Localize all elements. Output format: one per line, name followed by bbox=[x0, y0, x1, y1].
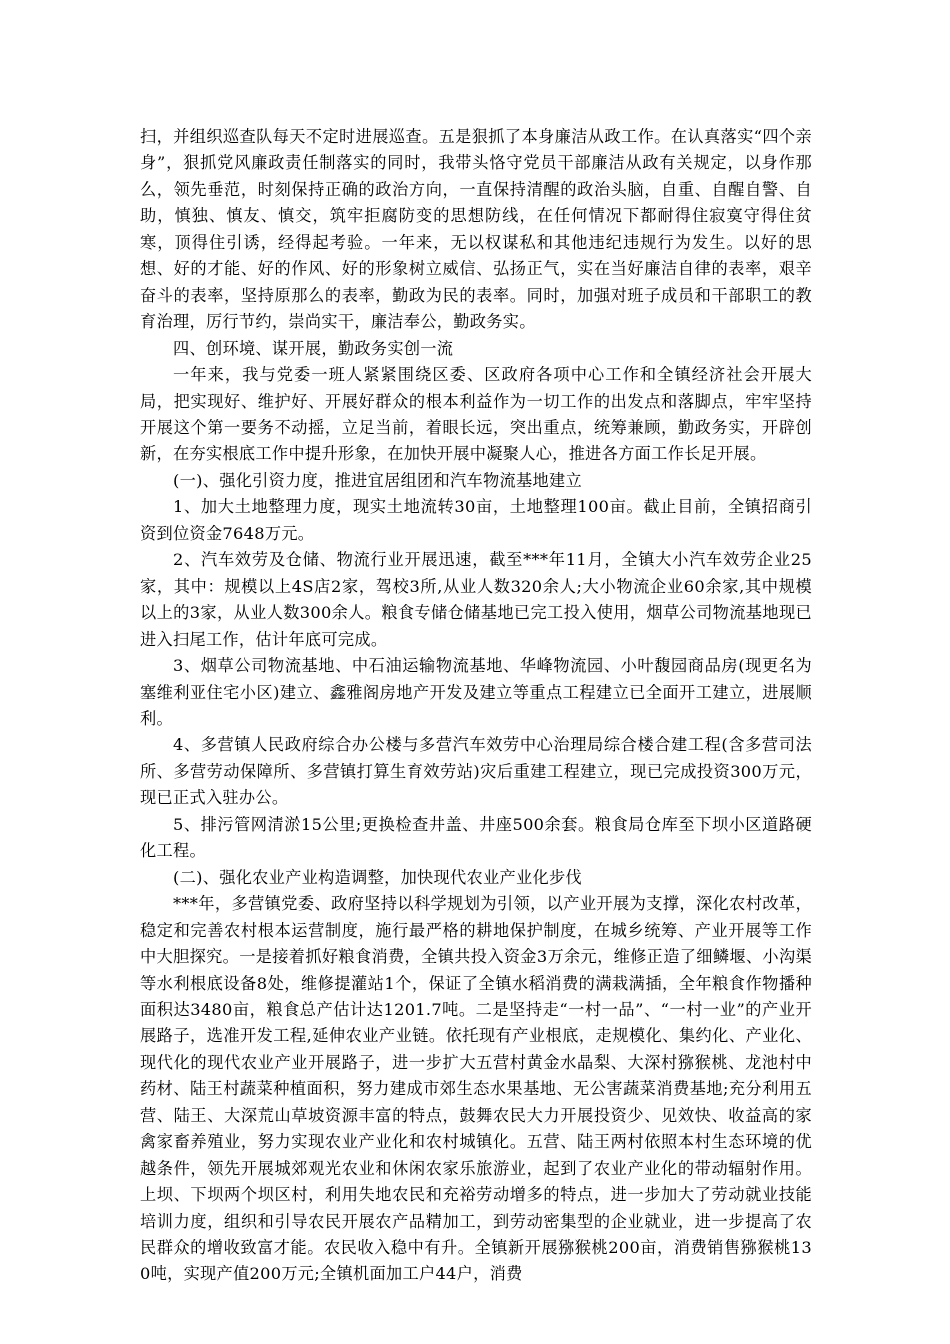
paragraph-anti-corruption: 扫，并组织巡查队每天不定时进展巡查。五是狠抓了本身廉洁从政工作。在认真落实“四个亲身”，狠抓党风廉政责任制落实的同时，我带头恪守党员干部廉洁从政有关规定，以身作那么，领先垂范，时刻保持正确的政治方向，一直保持清醒的政治头脑，自重、自醒自警、自助，慎独、慎友、慎交，筑牢拒腐防变的思想防线，在任何情况下都耐得住寂寞守得住贫寒，顶得住引诱，经得起考验。一年来，无以权谋私和其他违纪违规行为发生。以好的思想、好的才能、好的作风、好的形象树立威信、弘扬正气，实在当好廉洁自律的表率，艰辛奋斗的表率，坚持原那么的表率，勤政为民的表率。同时，加强对班子成员和干部职工的教育治理，厉行节约，崇尚实干，廉洁奉公，勤政务实。 bbox=[140, 127, 812, 332]
paragraph-agriculture: ***年，多营镇党委、政府坚持以科学规划为引领，以产业开展为支撑，深化农村改革，稳定和完善农村根本运营制度，施行最严格的耕地保护制度，在城乡统筹、产业开展等工作中大胆探究。一是接着抓好粮食消费，全镇共投入资金3万余元，维修正造了细鳞堰、小沟渠等水利根底设备8处，维修提灌站1个，保证了全镇水稻消费的满栽满插，全年粮食作物播种面积达3480亩，粮食总产估计达1201.7吨。二是坚持走“一村一品”、“一村一业”的产业开展路子，选准开发工程,延伸农业产业链。依托现有产业根底，走规模化、集约化、产业化、现代化的现代农业产业开展路子，进一步扩大五营村黄金水晶梨、大深村猕猴桃、龙池村中药材、陆王村蔬菜种植面积，努力建成市郊生态水果基地、无公害蔬菜消费基地;充分利用五营、陆王、大深荒山草坡资源丰富的特点，鼓舞农民大力开展投资少、见效快、收益高的家禽家畜养殖业，努力实现农业产业化和农村城镇化。五营、陆王两村依照本村生态环境的优越条件，领先开展城郊观光农业和休闲农家乐旅游业，起到了农业产业化的带动辐射作用。上坝、下坝两个坝区村，利用失地农民和充裕劳动增多的特点，进一步加大了劳动就业技能培训力度，组织和引导农民开展农产品精加工，到劳动密集型的企业就业，进一步提高了农民群众的增收致富才能。农民收入稳中有升。全镇新开展猕猴桃200亩，消费销售猕猴桃130吨，实现产值200万元;全镇机面加工户44户，消费 bbox=[140, 894, 812, 1284]
heading-section-four: 四、创环境、谋开展，勤政务实创一流 bbox=[173, 338, 454, 358]
paragraph-item-5: 5、排污管网清淤15公里;更换检查井盖、井座500余套。粮食局仓库至下坝小区道路硬化工程。 bbox=[140, 814, 812, 861]
paragraph-item-2: 2、汽车效劳及仓储、物流行业开展迅速，截至***年11月，全镇大小汽车效劳企业25家，其中：规模以上4S店2家，驾校3所,从业人数320余人;大小物流企业60余家,其中规模以上的3家，从业人数300余人。粮食专储仓储基地已完工投入使用，烟草公司物流基地现已进入扫尾工作，估计年底可完成。 bbox=[140, 550, 812, 649]
document-page bbox=[140, 124, 812, 1288]
paragraph-item-3: 3、烟草公司物流基地、中石油运输物流基地、华峰物流园、小叶馥园商品房(现更名为塞维利亚住宅小区)建立、鑫雅阁房地产开发及建立等重点工程建立已全面开工建立，进展顺利。 bbox=[140, 656, 812, 728]
paragraph-item-1: 1、加大土地整理力度，现实土地流转30亩，土地整理100亩。截止目前，全镇招商引资到位资金7648万元。 bbox=[140, 497, 812, 543]
paragraph-overview: 一年来，我与党委一班人紧紧围绕区委、区政府各项中心工作和全镇经济社会开展大局，把实现好、维护好、开展好群众的根本利益作为一切工作的出发点和落脚点，牢牢坚持开展这个第一要务不动摇，立足当前，着眼长远，突出重点，统筹兼顾，勤政务实，开辟创新，在夯实根底工作中提升形象，在加快开展中凝聚人心，推进各方面工作长足开展。 bbox=[140, 365, 812, 464]
heading-subsection-one: (一)、强化引资力度，推进宜居组团和汽车物流基地建立 bbox=[173, 470, 582, 490]
heading-subsection-two: (二)、强化农业产业构造调整，加快现代农业产业化步伐 bbox=[173, 867, 582, 887]
paragraph-item-4: 4、多营镇人民政府综合办公楼与多营汽车效劳中心治理局综合楼合建工程(含多营司法所、多营劳动保障所、多营镇打算生育效劳站)灾后重建工程建立，现已完成投资300万元，现已正式入驻办公。 bbox=[140, 735, 812, 808]
